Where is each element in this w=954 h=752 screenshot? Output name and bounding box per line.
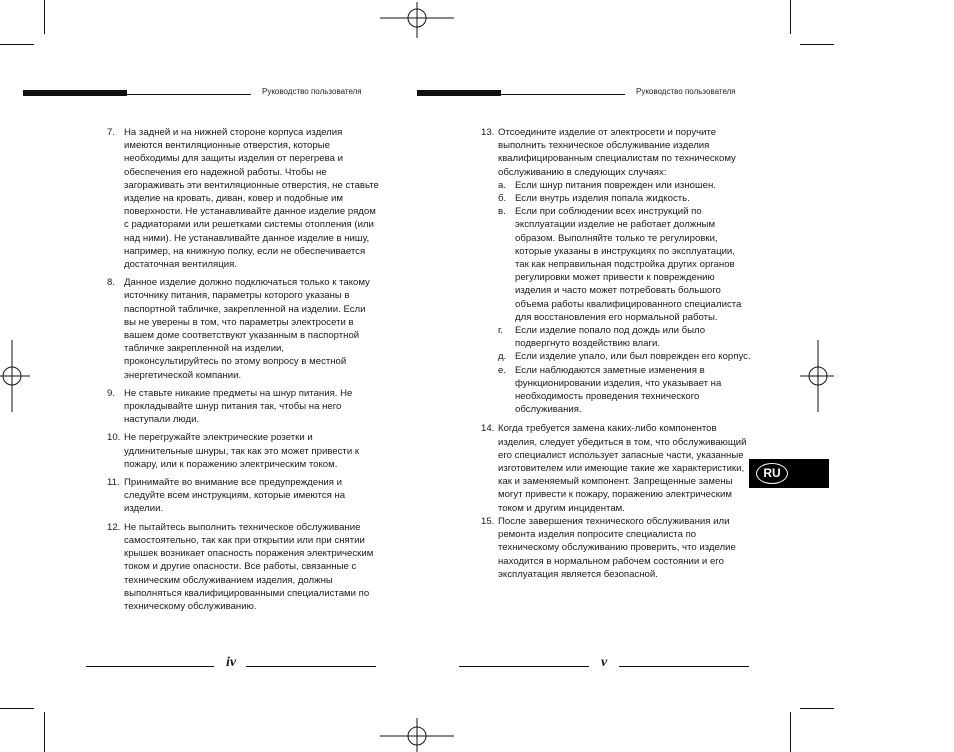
item-number: 15.: [481, 515, 495, 527]
sub-item: [498, 364, 751, 417]
sub-item-text: Если изделие попало под дождь или было подвергнуто воздействию влаги.: [515, 325, 706, 350]
footer-rule: [459, 666, 589, 667]
page-number-left: iv: [226, 655, 237, 670]
header-title-left: Руководство пользователя: [262, 87, 362, 96]
item-number: 7.: [107, 127, 116, 138]
sub-item-text: Если изделие упало, или был поврежден его корпус.: [515, 351, 751, 363]
page-number-right: v: [601, 655, 608, 670]
footer-rule: [246, 666, 376, 667]
footer-rule: [619, 666, 749, 667]
list-item: [481, 422, 751, 514]
item-text: Отсоедините изделие от электросети и поручите выполнить техническое обслуживание изделия квалифицированным специалистам по техническому обслуживанию в следующих случаях:: [498, 127, 736, 178]
header-bar: [417, 90, 501, 96]
list-item: [481, 126, 751, 416]
sub-item: [498, 205, 751, 324]
item-number: 14.: [481, 423, 495, 435]
sub-item: [498, 324, 751, 350]
sub-item-letter: б.: [498, 193, 507, 205]
right-page-content: [481, 126, 751, 586]
crop-mark: [800, 44, 834, 45]
sub-item-letter: г.: [498, 325, 503, 337]
list-item: [107, 276, 379, 382]
list-item: [107, 431, 379, 471]
item-text: После завершения технического обслуживания или ремонта изделия попросите специалиста по техническому обслуживанию проверить, что изделие находится в нормальном рабочем состоянии и его эксплуатация является безопасной.: [498, 515, 736, 580]
crop-mark: [44, 712, 45, 752]
sub-item-letter: е.: [498, 364, 507, 376]
item-text: Не пытайтесь выполнить техническое обслуживание самостоятельно, так как при открытии или при снятии крышек возникает опасность поражения электрическим током и другие опасности. Все работы, связанные с техническим обслуживанием изделия, должны выполняться квалифицированными специалистами по техническому обслуживанию.: [124, 521, 374, 612]
header-title-right: Руководство пользователя: [636, 87, 736, 96]
crop-mark: [0, 708, 34, 709]
registration-mark: [800, 340, 834, 412]
sub-item: [498, 192, 751, 205]
sub-item-text: Если наблюдаются заметные изменения в функционировании изделия, что указывает на необходимость проведения технического обслуживания.: [515, 364, 722, 416]
item-number: 10.: [107, 432, 121, 444]
crop-mark: [790, 712, 791, 752]
list-item: [107, 387, 379, 427]
registration-mark: [380, 718, 454, 752]
footer-rule: [86, 666, 214, 667]
list-item: [481, 515, 751, 581]
sub-item-text: Если внутрь изделия попала жидкость.: [515, 193, 690, 205]
list-item: [107, 521, 379, 613]
sub-item-text: Если шнур питания поврежден или изношен.: [515, 179, 716, 191]
registration-mark: [380, 2, 454, 38]
list-item: [107, 126, 379, 271]
sub-item: [498, 350, 751, 363]
item-text: Не перегружайте электрические розетки и удлинительные шнуры, так как это может привести к пожару, или к поражению электрическим током.: [124, 432, 360, 470]
item-text: На задней и на нижней стороне корпуса изделия имеются вентиляционные отверстия, которые необходимы для защиты изделия от перегрева и обеспечения его надежной работы. Чтобы не загораживать эти вентиляционные отверстия, не ставьте изделие на кровать, диван, ковер и подобные им поверхности. Не устанавливайте данное изделие рядом с радиаторами или решетками системы отопления (или над ними). Не устанавливайте данное изделие в нишу, например, на книжную полку, если не обеспечивается достаточная вентиляция.: [124, 127, 379, 271]
left-page-content: [107, 126, 379, 618]
item-number: 13.: [481, 127, 495, 138]
crop-mark: [44, 0, 45, 34]
item-text: Когда требуется замена каких-либо компонентов изделия, следует убедиться в том, что обслуживающий его специалист использует запасные части, указанные изготовителем или имеющие такие же характеристики, как и заменяемый компонент. Запрещенные замены могут привести к пожару, поражению электрическим током и другим инцидентам.: [498, 423, 747, 514]
sub-item: [498, 179, 751, 192]
sub-item-letter: в.: [498, 206, 506, 218]
item-number: 11.: [107, 477, 120, 489]
crop-mark: [800, 708, 834, 709]
crop-mark: [0, 44, 34, 45]
list-item: [107, 476, 379, 516]
language-code: RU: [756, 463, 788, 484]
item-number: 8.: [107, 277, 116, 289]
sub-item-text: Если при соблюдении всех инструкций по эксплуатации изделие не работает должным образом. Выполняйте только те регулировки, которые указаны в инструкциях по эксплуатации, так как неправильная подстройка других органов регулировки может привести к повреждению изделия и часто может потребовать большого объема работы квалифицированного специалиста для восстановления его нормальной работы.: [515, 206, 742, 323]
registration-mark: [0, 340, 30, 412]
item-text: Принимайте во внимание все предупреждения и следуйте всем инструкциям, которые имеются на изделии.: [124, 477, 346, 515]
item-number: 9.: [107, 387, 116, 399]
header-bar: [23, 90, 127, 96]
item-number: 12.: [107, 521, 121, 533]
sub-item-letter: а.: [498, 179, 507, 191]
language-tab: [749, 459, 829, 488]
crop-mark: [790, 0, 791, 34]
sub-item-letter: д.: [498, 351, 507, 363]
header-rule: [127, 94, 251, 95]
item-text: Не ставьте никакие предметы на шнур питания. Не прокладывайте шнур питания так, чтобы на него наступали люди.: [124, 387, 353, 426]
item-text: Данное изделие должно подключаться только к такому источнику питания, параметры которого указаны в паспортной табличке, закрепленной на изделии. Если вы не уверены в том, что параметры электросети в вашем доме соответствуют указанным в паспортной табличке закрепленной на изделии, проконсультируйтесь по этому вопросу в местной энергетической компании.: [124, 277, 370, 381]
header-rule: [501, 94, 625, 95]
